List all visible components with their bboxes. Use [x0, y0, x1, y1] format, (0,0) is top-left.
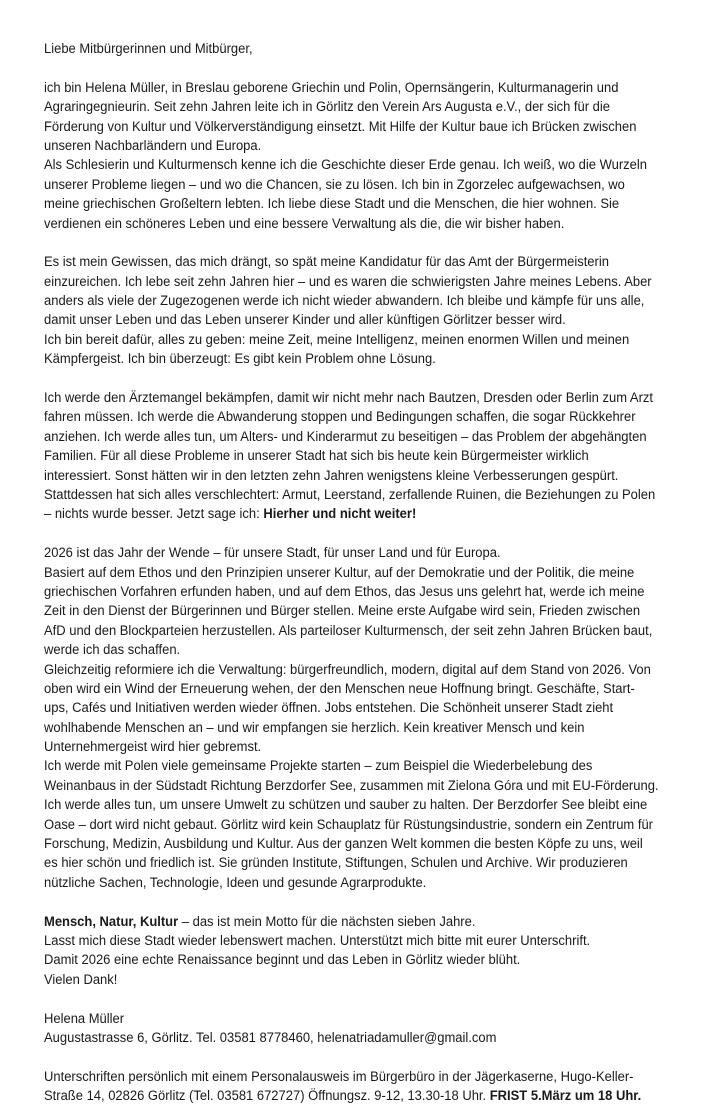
text-line: 2026 ist das Jahr der Wende – für unsere Stadt, für unser Land und für Europa. — [44, 545, 501, 562]
text-line: Ich bin bereit dafür, alles zu geben: meine Zeit, meine Intelligenz, meinen enormen Willen und meinen — [44, 331, 630, 348]
text-line: Unternehmergeist wird hier gebremst. — [44, 739, 262, 756]
text-line: anders als viele der Zugezogenen werde ich nicht wieder abwandern. Ich bleibe und kämpfe für uns alle, — [44, 293, 645, 310]
text-line: Forschung, Medizin, Ausbildung und Kultur. Aus der ganzen Welt kommen die besten Köpfe zu uns, weil — [44, 836, 643, 853]
text-plain: – nichts wurde besser. Jetzt sage ich: — [44, 506, 264, 523]
text-line: Ich werde mit Polen viele gemeinsame Projekte starten – zum Beispiel die Wiederbelebung des — [44, 758, 593, 775]
text-line: einzureichen. Ich lebe seit zehn Jahren hier – und es waren die schwierigsten Jahre meines Lebens. Aber — [44, 273, 652, 290]
email-address[interactable]: helenatriadamuller@gmail.com — [317, 1029, 497, 1046]
text-line: unseren Nachbarländern und Europa. — [44, 137, 262, 154]
text-line: Familien. Für all diese Probleme in unserer Stadt hat sich bis heute kein Bürgermeister wirklich — [44, 448, 589, 465]
text-line: Agraringegnieurin. Seit zehn Jahren leite ich in Görlitz den Verein Ars Augusta e.V., der sich für die — [44, 99, 610, 116]
text-line: Lasst mich diese Stadt wieder lebenswert machen. Unterstützt mich bitte mit eurer Unterschrift. — [44, 932, 591, 949]
text-line: AfD und den Blockparteien herzustellen. Als parteiloser Kulturmensch, der seit zehn Jahren Brücken baut, — [44, 622, 653, 639]
letter-page — [44, 40, 704, 1106]
greeting: Liebe Mitbürgerinnen und Mitbürger, — [44, 41, 253, 57]
text-line: Es ist mein Gewissen, das mich drängt, so spät meine Kandidatur für das Amt der Bürgermeisterin — [44, 254, 609, 271]
signature-contact — [44, 1029, 648, 1048]
text-line: damit unser Leben und das Leben unserer Kinder und aller künftigen Görlitzer besser wird. — [44, 312, 566, 329]
text-line: anziehen. Ich werde alles tun, um Alters- und Kinderarmut zu beseitigen – das Problem der abgehängten — [44, 428, 647, 445]
text-line: Oase – dort wird nicht gebaut. Görlitz wird kein Schauplatz für Rüstungsindustrie, sondern ein Zentrum für — [44, 816, 653, 833]
text-line: fahren müssen. Ich werde die Abwanderung stoppen und Bedingungen schaffen, die sogar Rückkehrer — [44, 409, 636, 426]
text-line: Ich werde alles tun, um unsere Umwelt zu schützen und sauber zu halten. Der Berzdorfer See bleibt eine — [44, 797, 648, 814]
text-line: ups, Cafés und Initiativen werden wieder öffnen. Jobs entstehen. Die Schönheit unserer Stadt zieht — [44, 700, 614, 717]
text-line: verdienen ein schöneres Leben und eine bessere Verwaltung als die, die wir bisher haben. — [44, 215, 565, 232]
text-line: griechischen Vorfahren erfunden haben, und auf dem Ethos, das Jesus uns gelehrt hat, werde ich meine — [44, 583, 645, 600]
deadline: FRIST 5.März um 18 Uhr. — [489, 1088, 642, 1105]
text-line: Basiert auf dem Ethos und den Prinzipien unserer Kultur, auf der Demokratie und der Politik, die meine — [44, 564, 635, 581]
text-line: Zeit in den Dienst der Bürgerinnen und Bürger stellen. Meine erste Aufgabe wird sein, Frieden zwischen — [44, 603, 641, 620]
text-line: werde ich das schaffen. — [44, 642, 181, 659]
text-line — [44, 913, 648, 932]
paragraph-program — [44, 544, 704, 893]
address-phone: Augustastrasse 6, Görlitz. Tel. 03581 8778460, — [44, 1029, 318, 1046]
text-line: meine griechischen Großeltern lebten. Ich liebe diese Stadt und die Menschen, die hier wohnen. Sie — [44, 196, 620, 213]
text-line: oben wird ein Wind der Erneuerung wehen, der den Menschen neue Hoffnung bringt. Geschäfte, Start- — [44, 680, 635, 697]
text-line: Unterschriften persönlich mit einem Personalausweis im Bürgerbüro in der Jägerkaserne, Hugo-Keller- — [44, 1068, 634, 1085]
text-line: es hier schön und friedlich ist. Sie gründen Institute, Stiftungen, Schulen und Archive. Wir produzieren — [44, 855, 628, 872]
signature-name: Helena Müller — [44, 1010, 125, 1027]
paragraph-introduction — [44, 79, 704, 234]
text-line: Gleichzeitig reformiere ich die Verwaltung: bürgerfreundlich, modern, digital auf dem Stand von 2026. Von — [44, 661, 651, 678]
text-line: unserer Probleme liegen – und wo die Chancen, sie zu lösen. Ich bin in Zgorzelec aufgewachsen, wo — [44, 176, 625, 193]
text-line: interessiert. Sonst hätten wir in den letzten zehn Jahren wenigstens kleine Verbesserungen gespürt. — [44, 467, 619, 484]
motto: Mensch, Natur, Kultur — [44, 913, 179, 930]
text-line: Ich werde den Ärztemangel bekämpfen, damit wir nicht mehr nach Bautzen, Dresden oder Berlin zum Arzt — [44, 390, 653, 407]
text-line: Als Schlesierin und Kulturmensch kenne ich die Geschichte dieser Erde genau. Ich weiß, wo die Wurzeln — [44, 157, 647, 174]
paragraph-motto — [44, 913, 704, 991]
paragraph-candidacy — [44, 253, 704, 369]
signature-block — [44, 1010, 704, 1049]
text-line: Weinanbaus in der Südstadt Richtung Berzdorfer See, zusammen mit Zielona Góra und mit EU-Förderung. — [44, 777, 659, 794]
text-line: Damit 2026 eine echte Renaissance beginnt und das Leben in Görlitz wieder blüht. — [44, 952, 521, 969]
closing-thanks: Vielen Dank! — [44, 971, 118, 988]
text-plain: – das ist mein Motto für die nächsten sieben Jahre. — [178, 913, 476, 930]
emphasis-slogan: Hierher und nicht weiter! — [263, 506, 417, 523]
text-line — [44, 1087, 648, 1106]
text-line: ich bin Helena Müller, in Breslau geborene Griechin und Polin, Opernsängerin, Kulturmanagerin und — [44, 79, 619, 96]
text-line: Stattdessen hat sich alles verschlechtert: Armut, Leerstand, zerfallende Ruinen, die Beziehungen zu Polen — [44, 486, 656, 503]
signature-collection-info — [44, 1068, 704, 1107]
text-line: Förderung von Kultur und Völkerverständigung einsetzt. Mit Hilfe der Kultur baue ich Brücken zwischen — [44, 118, 637, 135]
text-line: nützliche Sachen, Technologie, Ideen und gesunde Agrarprodukte. — [44, 874, 427, 891]
text-line: wohlhabende Menschen an – und wir empfangen sie herzlich. Kein kreativer Mensch und kein — [44, 719, 585, 736]
text-plain: Straße 14, 02826 Görlitz (Tel. 03581 672727) Öffnungsz. 9-12, 13.30-18 Uhr. — [44, 1088, 490, 1105]
paragraph-problems — [44, 389, 704, 525]
text-line: Kämpfergeist. Ich bin überzeugt: Es gibt kein Problem ohne Lösung. — [44, 351, 436, 368]
text-line — [44, 505, 648, 524]
